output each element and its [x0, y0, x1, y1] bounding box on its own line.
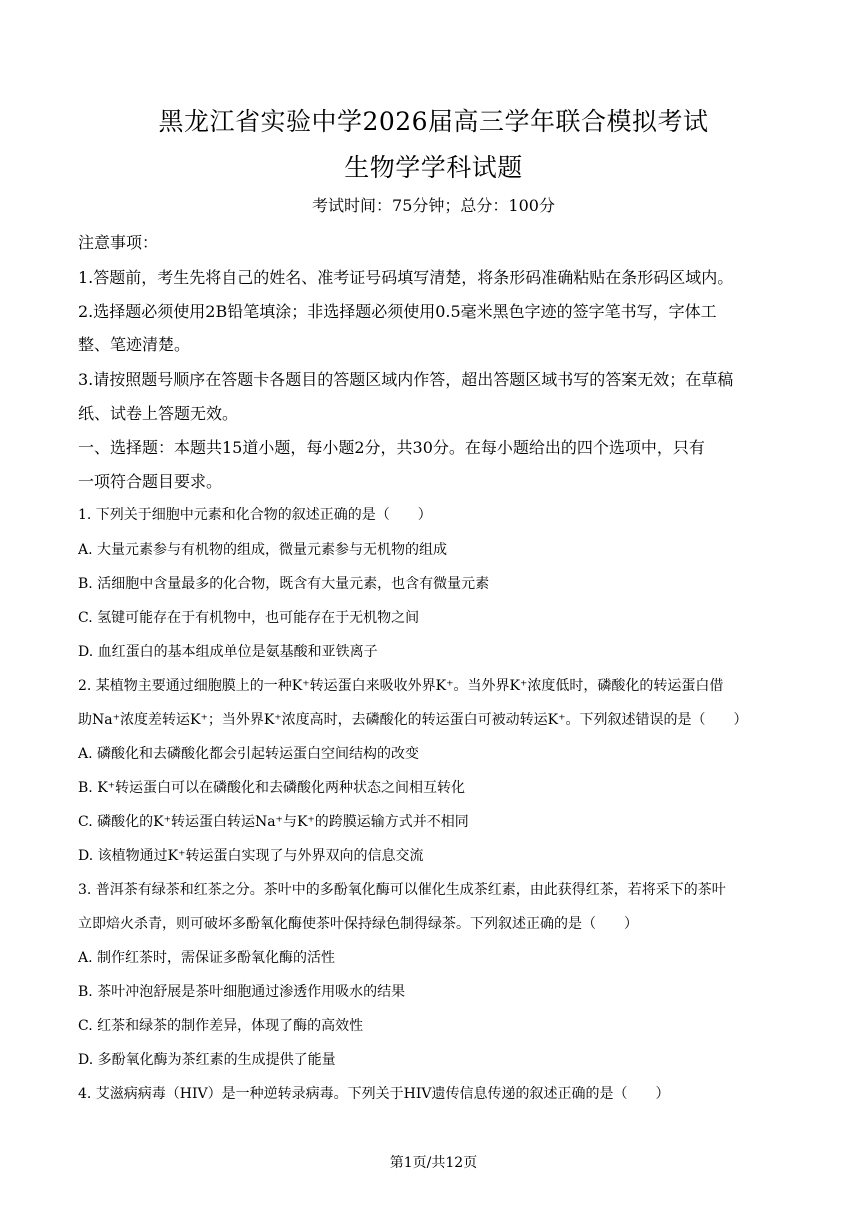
notice-item-2-line1: 2.选择题必须使用2B铅笔填涂；非选择题必须使用0.5毫米黑色字迹的签字笔书写，字体工 [78, 302, 717, 321]
question-3-option-c: C. 红茶和绿茶的制作差异，体现了酶的高效性 [78, 1018, 364, 1034]
question-2-stem-line2: 助Na⁺浓度差转运K⁺；当外界K⁺浓度高时，去磷酸化的转运蛋白可被动转运K⁺。下列叙述错误的是（ ） [78, 712, 748, 728]
notice-item-1: 1.答题前，考生先将自己的姓名、准考证号码填写清楚，将条形码准确粘贴在条形码区域内。 [78, 268, 734, 287]
question-3-option-d: D. 多酚氧化酶为茶红素的生成提供了能量 [78, 1052, 336, 1068]
question-1-option-a: A. 大量元素参与有机物的组成，微量元素参与无机物的组成 [78, 542, 448, 558]
question-4-stem: 4. 艾滋病病毒（HIV）是一种逆转录病毒。下列关于HIV遗传信息传递的叙述正确的是（ ） [78, 1086, 670, 1102]
question-2-option-c: C. 磷酸化的K⁺转运蛋白转运Na⁺与K⁺的跨膜运输方式并不相同 [78, 814, 469, 830]
notice-item-2-line2: 整、笔迹清楚。 [78, 335, 191, 354]
section-heading-line2: 一项符合题目要求。 [78, 472, 223, 491]
question-2-option-a: A. 磷酸化和去磷酸化都会引起转运蛋白空间结构的改变 [78, 746, 420, 762]
question-3-stem-line1: 3. 普洱茶有绿茶和红茶之分。茶叶中的多酚氧化酶可以催化生成茶红素，由此获得红茶，若将采下的茶叶 [78, 882, 726, 898]
exam-title: 黑龙江省实验中学2026届高三学年联合模拟考试 [158, 107, 709, 136]
question-1-option-d: D. 血红蛋白的基本组成单位是氨基酸和亚铁离子 [78, 644, 378, 660]
exam-info: 考试时间：75分钟；总分：100分 [312, 196, 555, 215]
question-1-option-c: C. 氢键可能存在于有机物中，也可能存在于无机物之间 [78, 610, 420, 626]
question-3-option-a: A. 制作红茶时，需保证多酚氧化酶的活性 [78, 950, 336, 966]
question-2-option-b: B. K⁺转运蛋白可以在磷酸化和去磷酸化两种状态之间相互转化 [78, 780, 466, 796]
question-1-stem: 1. 下列关于细胞中元素和化合物的叙述正确的是（ ） [78, 507, 432, 523]
page-number-footer: 第1页/共12页 [389, 1155, 478, 1171]
notice-item-3-line2: 纸、试卷上答题无效。 [78, 404, 239, 423]
section-heading-line1: 一、选择题：本题共15道小题，每小题2分，共30分。在每小题给出的四个选项中，只有 [78, 438, 705, 457]
question-2-stem-line1: 2. 某植物主要通过细胞膜上的一种K⁺转运蛋白来吸收外界K⁺。当外界K⁺浓度低时，磷酸化的转运蛋白借 [78, 678, 724, 694]
notice-item-3-line1: 3.请按照题号顺序在答题卡各题目的答题区域内作答，超出答题区域书写的答案无效；在草稿 [78, 370, 734, 389]
question-3-stem-line2: 立即焙火杀青，则可破坏多酚氧化酶使茶叶保持绿色制得绿茶。下列叙述正确的是（ ） [78, 916, 638, 932]
notice-heading: 注意事项： [78, 233, 159, 252]
exam-subject-title: 生物学学科试题 [344, 153, 523, 182]
question-2-option-d: D. 该植物通过K⁺转运蛋白实现了与外界双向的信息交流 [78, 848, 424, 864]
question-3-option-b: B. 茶叶冲泡舒展是茶叶细胞通过渗透作用吸水的结果 [78, 984, 406, 1000]
question-1-option-b: B. 活细胞中含量最多的化合物，既含有大量元素，也含有微量元素 [78, 576, 490, 592]
